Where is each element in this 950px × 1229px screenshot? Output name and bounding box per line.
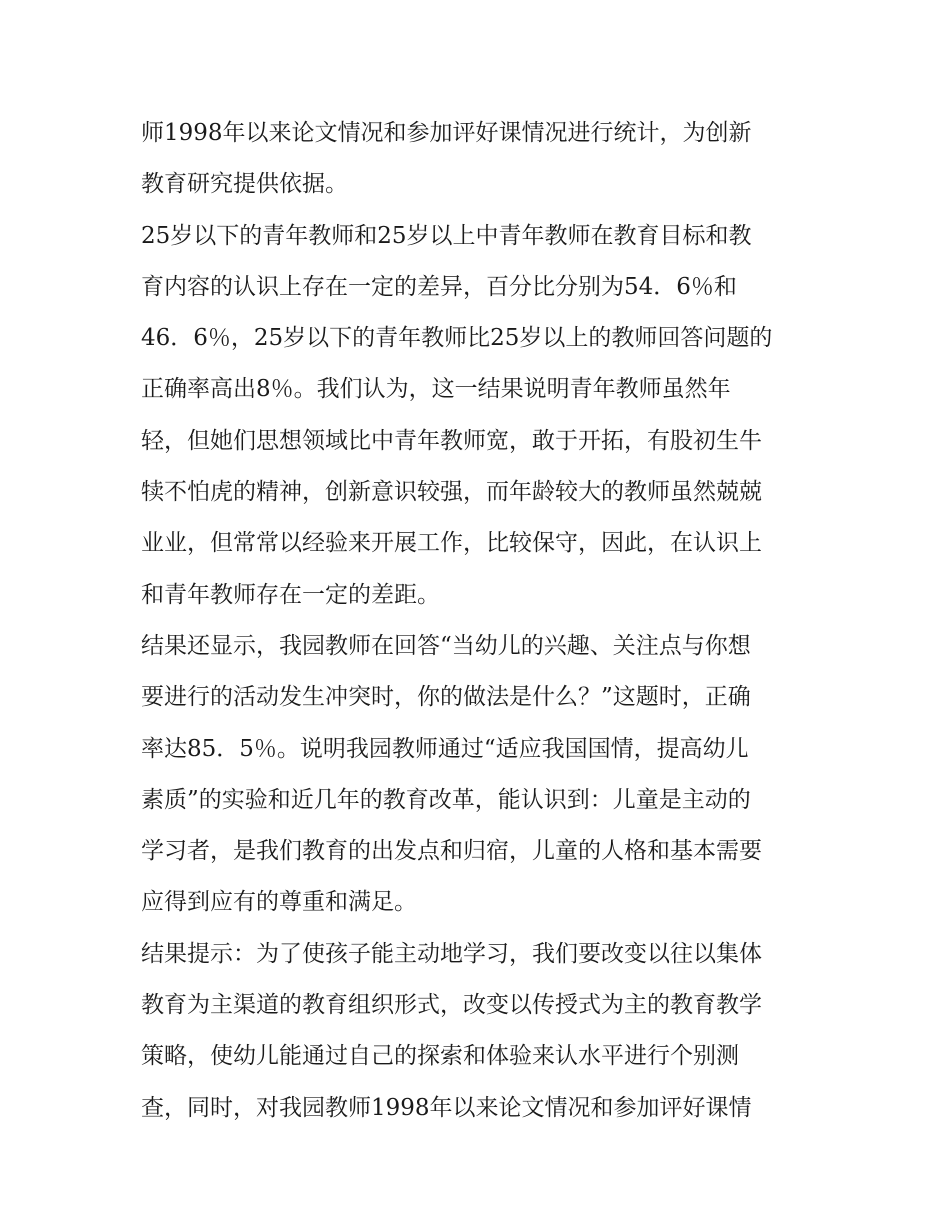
text-line: 25岁以下的青年教师和25岁以上中青年教师在教育目标和教	[141, 222, 752, 249]
text-line: 师1998年以来论文情况和参加评好课情况进行统计，为创新	[141, 120, 752, 146]
text-line: 结果还显示，我园教师在回答“当幼儿的兴趣、关注点与你想	[141, 632, 751, 659]
text-line: 教育研究提供依据。	[141, 171, 348, 198]
text-line: 育内容的认识上存在一定的差异，百分比分别为54．6％和	[141, 273, 737, 300]
body-text	[141, 108, 821, 1134]
text-line: 教育为主渠道的教育组织形式，改变以传授式为主的教育教学	[141, 992, 762, 1019]
text-line: 素质”的实验和近几年的教育改革，能认识到：儿童是主动的	[141, 786, 751, 813]
text-line: 策略，使幼儿能通过自己的探索和体验来认水平进行个别测	[141, 1043, 739, 1070]
text-line: 率达85．5％。说明我园教师通过“适应我国国情，提高幼儿	[141, 735, 749, 762]
text-line: 正确率高出8％。我们认为，这一结果说明青年教师虽然年	[141, 376, 731, 403]
text-line: 46．6％，25岁以下的青年教师比25岁以上的教师回答问题的	[141, 325, 773, 352]
text-line: 业业，但常常以经验来开展工作，比较保守，因此，在认识上	[141, 530, 762, 557]
text-line: 轻，但她们思想领域比中青年教师宽，敢于开拓，有股初生牛	[141, 427, 762, 454]
text-line: 和青年教师存在一定的差距。	[141, 581, 440, 608]
text-line: 学习者，是我们教育的出发点和归宿，儿童的人格和基本需要	[141, 838, 762, 865]
text-line: 要进行的活动发生冲突时，你的做法是什么？”这题时，正确	[141, 684, 751, 711]
text-line: 结果提示：为了使孩子能主动地学习，我们要改变以往以集体	[141, 940, 762, 967]
text-line: 犊不怕虎的精神，创新意识较强，而年龄较大的教师虽然兢兢	[141, 479, 762, 506]
text-line: 查，同时，对我园教师1998年以来论文情况和参加评好课情	[141, 1094, 752, 1121]
text-line: 应得到应有的尊重和满足。	[141, 889, 417, 916]
